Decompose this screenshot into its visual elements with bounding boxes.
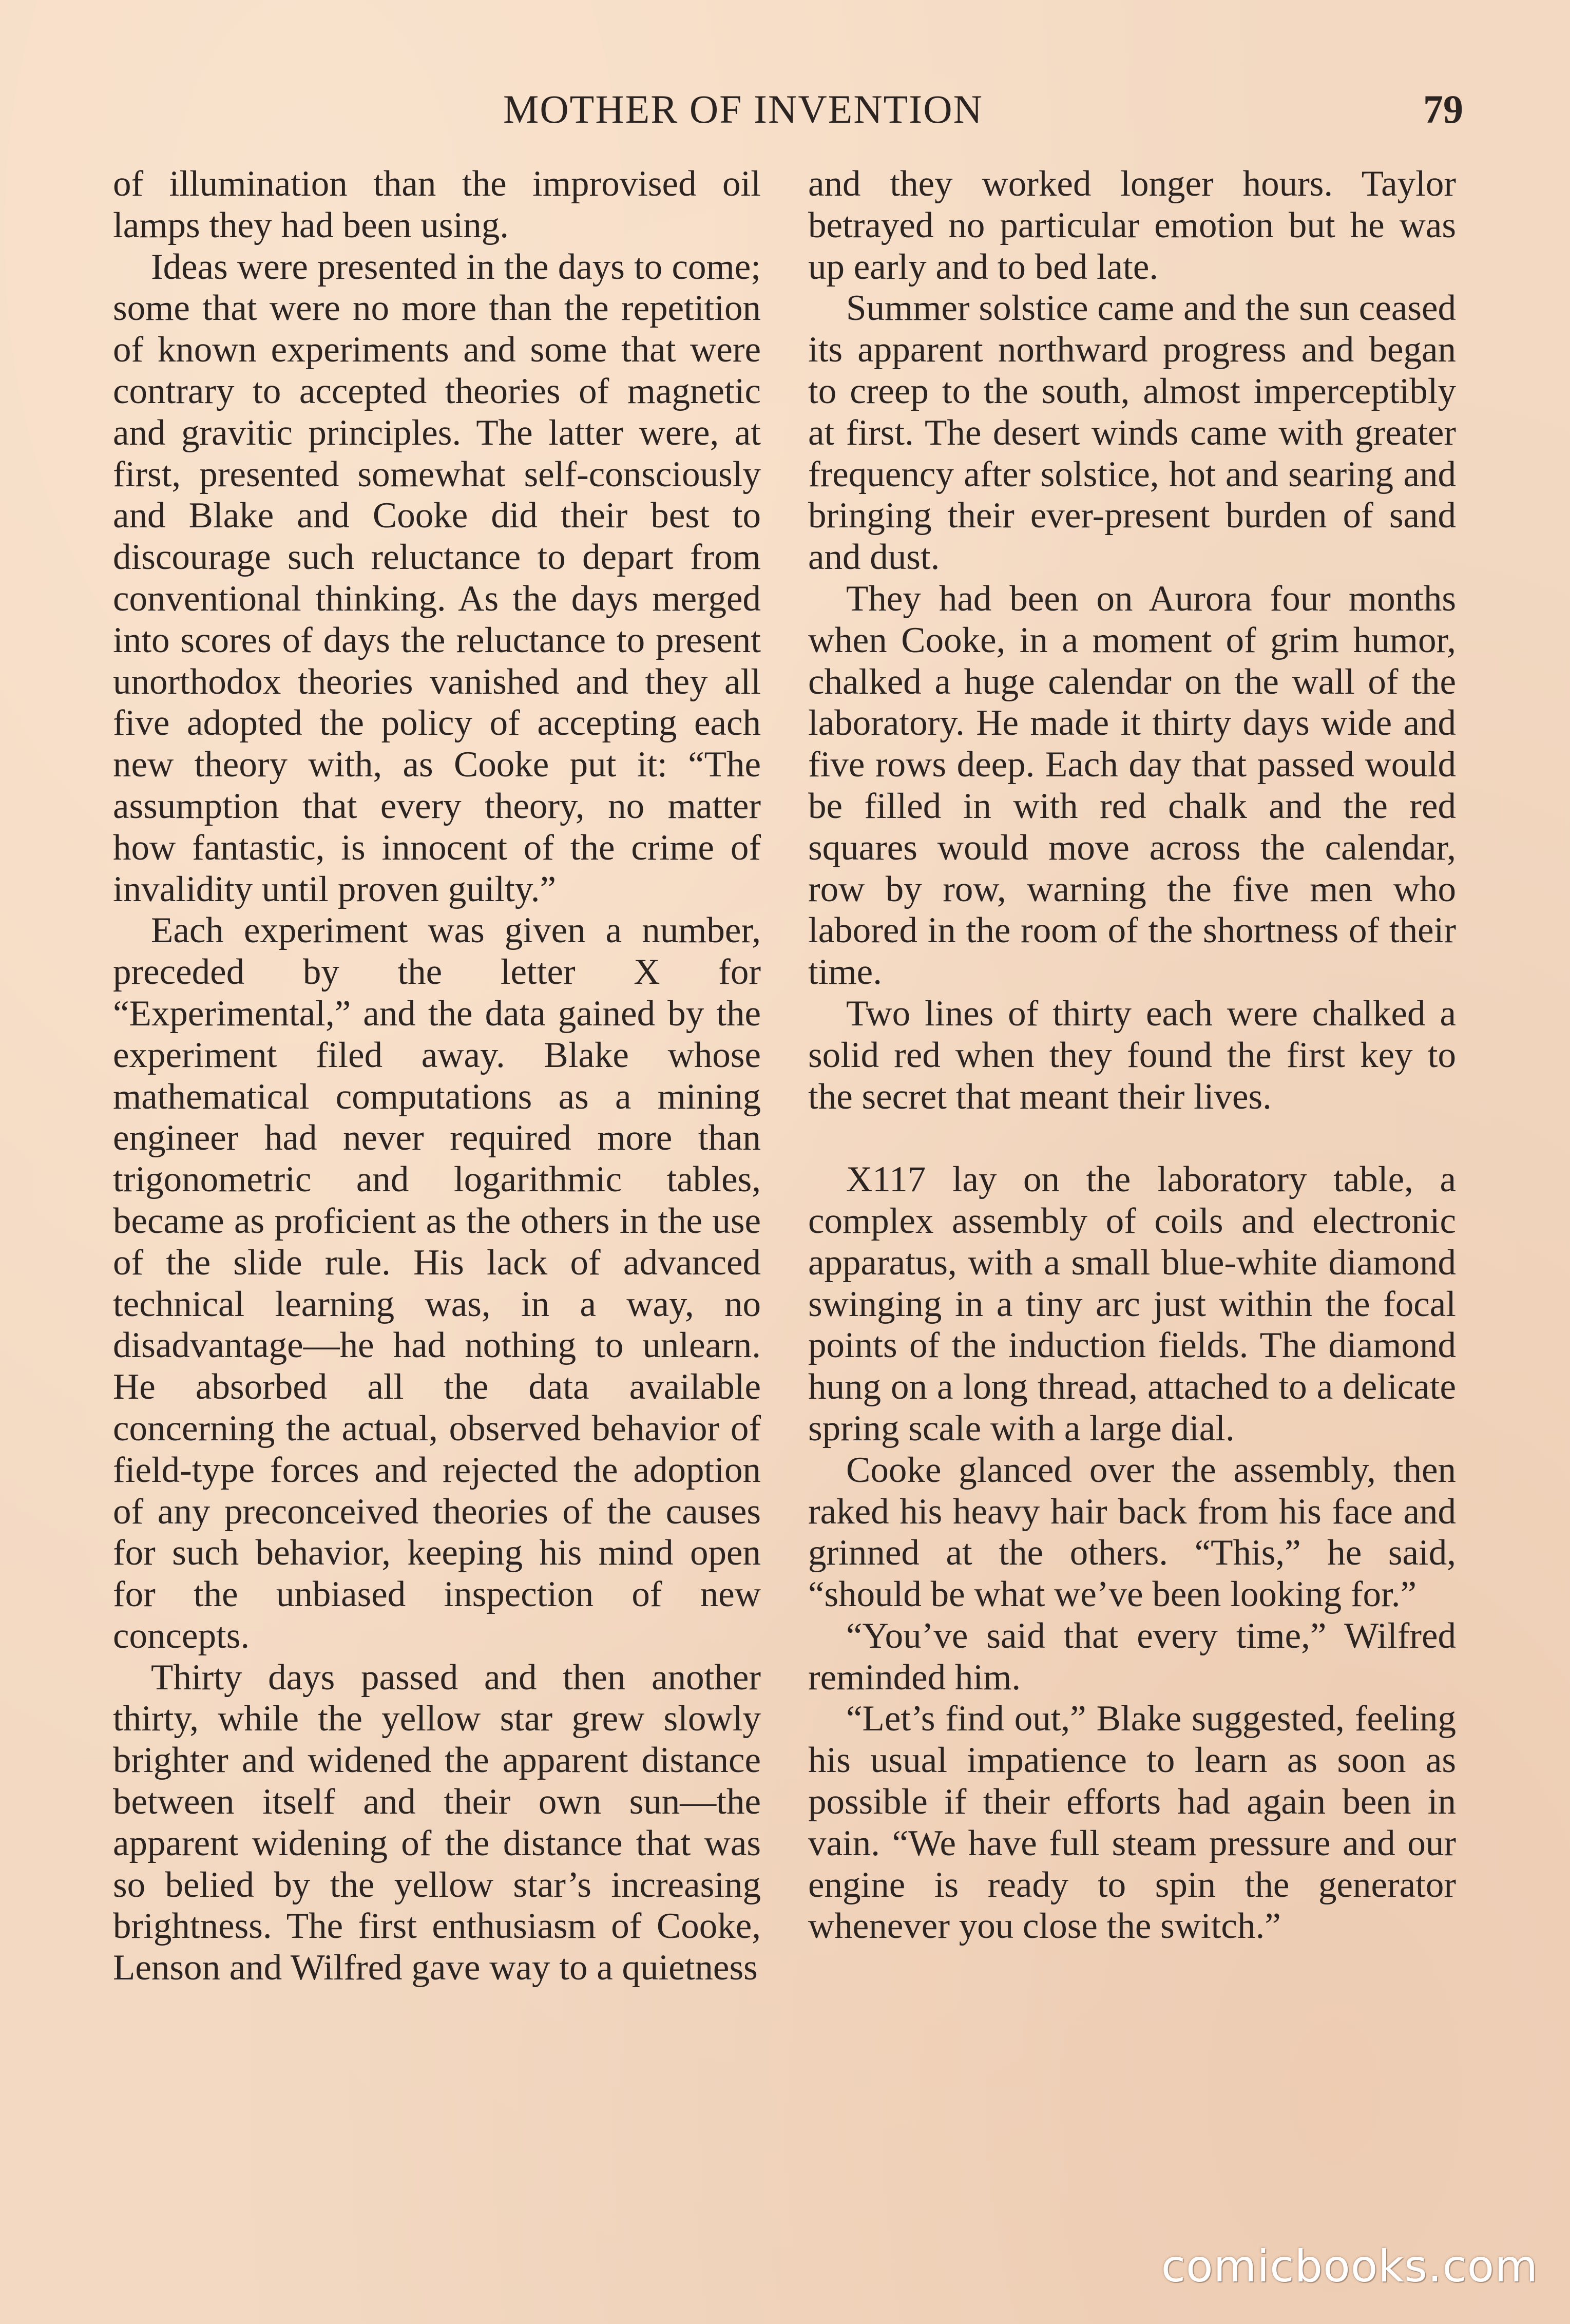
paragraph: and they worked longer hours. Taylor betrayed no particular emotion but he was up early and to bed late.: [808, 164, 1456, 287]
watermark: comicbooks.com: [1161, 2241, 1538, 2292]
paragraph: “Let’s find out,” Blake suggested, feeling his usual impatience to learn as soon as possible if their efforts had again been in vain. “We have full steam pressure and our engine is ready to spin the generator whenever you close the switch.”: [808, 1699, 1456, 1947]
paragraph: “You’ve said that every time,” Wilfred reminded him.: [808, 1615, 1456, 1698]
paragraph: They had been on Aurora four months when Cooke, in a moment of grim humor, chalked a huge calendar on the wall of the laboratory. He made it thirty days wide and five rows deep. Each day that passed would be filled in with red chalk and the red squares would move across the calendar, row by row, warning the five men who labored in the room of the shortness of their time.: [808, 578, 1456, 993]
paragraph: Ideas were presented in the days to come; some that were no more than the repetition of known experiments and some that were contrary to accepted theories of magnetic and gravitic principles. The latter were, at first, presented somewhat self-consciously and Blake and Cooke did their best to discourage such reluctance to depart from conventional thinking. As the days merged into scores of days the reluctance to present unorthodox theories vanished and they all five adopted the policy of accepting each new theory with, as Cooke put it: “The assumption that every theory, no matter how fantastic, is innocent of the crime of invalidity until proven guilty.”: [113, 246, 761, 909]
paragraph: Each experiment was given a number, preceded by the letter X for “Experimental,” and the data gained by the experiment filed away. Blake whose mathematical computations as a mining engineer had never required more than trigonometric and logarithmic tables, became as proficient as the others in the use of the slide rule. His lack of advanced technical learning was, in a way, no disadvantage—he had nothing to unlearn. He absorbed all the data available concerning the actual, observed behavior of field-type forces and rejected the adoption of any preconceived theories of the causes for such behavior, keeping his mind open for the unbiased inspection of new concepts.: [113, 910, 761, 1656]
paragraph: of illumination than the improvised oil lamps they had been using.: [113, 164, 761, 245]
left-column: [113, 163, 761, 1989]
paragraph: Thirty days passed and then another thirty, while the yellow star grew slowly brighter and widened the apparent distance between itself and their own sun—the apparent widening of the distance that was so belied by the yellow star’s increasing brightness. The first enthusiasm of Cooke, Lenson and Wilfred gave way to a quietness: [113, 1657, 761, 1988]
paragraph: Summer solstice came and the sun ceased its apparent northward progress and began to creep to the south, almost imperceptibly at first. The desert winds came with greater frequency after solstice, hot and searing and bringing their ever-present burden of sand and dust.: [808, 288, 1456, 578]
paragraph: Two lines of thirty each were chalked a solid red when they found the first key to the secret that meant their lives.: [808, 993, 1456, 1117]
right-column: [808, 163, 1456, 1947]
paragraph: Cooke glanced over the assembly, then raked his heavy hair back from his face and grinned at the others. “This,” he said, “should be what we’ve been looking for.”: [808, 1450, 1456, 1615]
page-number: 79: [1423, 87, 1463, 131]
paragraph: X117 lay on the laboratory table, a complex assembly of coils and electronic apparatus, with a small blue-white diamond swinging in a tiny arc just within the focal points of the induction fields. The diamond hung on a long thread, attached to a delicate spring scale with a large dial.: [808, 1159, 1456, 1449]
running-title: MOTHER OF INVENTION: [503, 87, 983, 131]
